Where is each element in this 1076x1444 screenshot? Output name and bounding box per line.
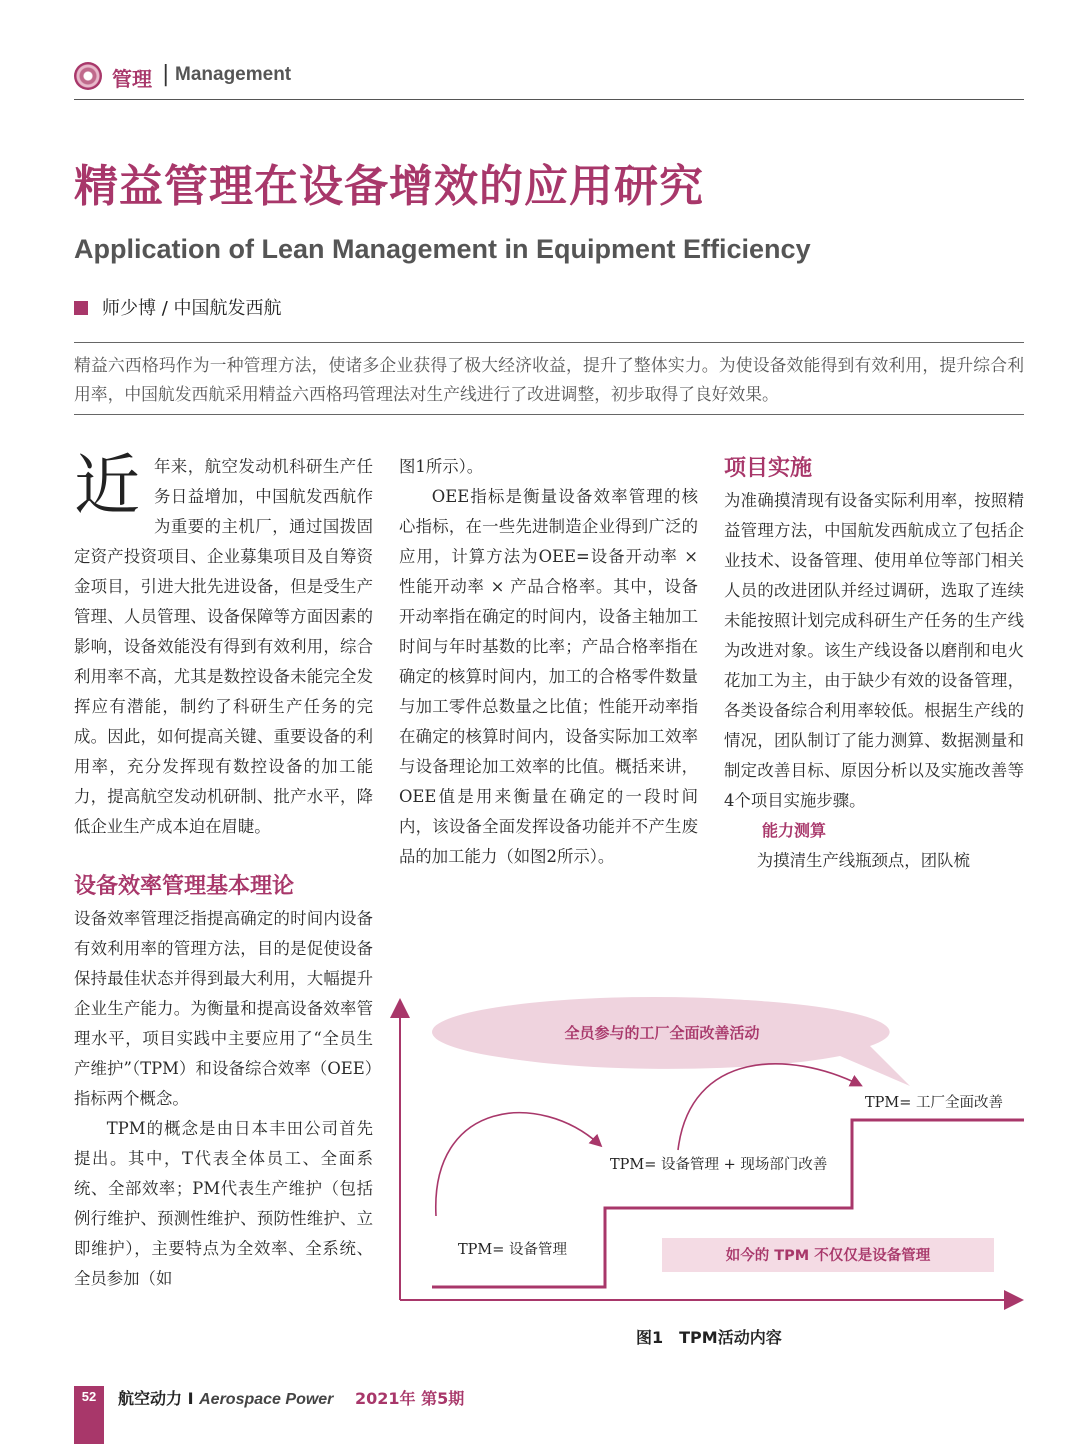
step2-label: TPM= 设备管理 + 现场部门改善 [610, 1157, 828, 1173]
bubble-text: 全员参与的工厂全面改善活动 [564, 1024, 760, 1042]
footer-journal [118, 1386, 464, 1409]
column-1 [74, 447, 373, 1294]
section-label-en: Management [175, 64, 292, 85]
section-heading-implementation: 项目实施 [724, 456, 813, 481]
page-header [74, 60, 1024, 100]
author-name: 师少博 / 中国航发西航 [102, 298, 282, 319]
step3-label: TPM= 工厂全面改善 [865, 1095, 1004, 1111]
journal-name-cn: 航空动力 [118, 1389, 183, 1408]
drop-cap: 近 [74, 447, 140, 524]
theory-paragraph-2: TPM的概念是由日本丰田公司首先提出。其中，T代表全体员工、全面系统、全部效率；PM代表生产维护（包括例行维护、预测性维护、预防性维护、立即维护），主要特点为全效率、全系统、全员参加（如 [74, 1119, 373, 1288]
section-separator: | [162, 62, 170, 87]
page-number: 52 [81, 1389, 97, 1404]
figure-tpm-diagram [390, 990, 1030, 1310]
author-line [74, 294, 282, 320]
journal-name-en: Aerospace Power [199, 1391, 334, 1408]
subheading-capacity: 能力测算 [762, 821, 827, 840]
column-2 [399, 452, 698, 872]
article-title-en: Application of Lean Management in Equipment Efficiency [74, 234, 811, 264]
curve-arrow-2 [678, 1064, 860, 1150]
journal-logo-icon [74, 62, 102, 90]
col2-paragraph-1: 图1所示）。 [399, 457, 484, 476]
abstract: 精益六西格玛作为一种管理方法，使诸多企业获得了极大经济收益，提升了整体实力。为使设备效能得到有效利用，提升综合利用率，中国航发西航采用精益六西格玛管理法对生产线进行了改进调整，初步取得了良好效果。 [74, 342, 1024, 415]
section-label-cn: 管理 [112, 67, 152, 91]
section-heading-theory: 设备效率管理基本理论 [74, 874, 295, 899]
step1-label: TPM= 设备管理 [458, 1242, 568, 1258]
curve-arrow-1 [436, 1113, 600, 1216]
figure-caption: 图1 TPM活动内容 [636, 1328, 782, 1347]
capacity-paragraph: 为摸清生产线瓶颈点，团队梳 [756, 851, 970, 870]
article-title-cn: 精益管理在设备增效的应用研究 [74, 161, 704, 212]
col2-paragraph-2: OEE指标是衡量设备效率管理的核心指标，在一些先进制造企业得到广泛的应用，计算方法为OEE=设备开动率 × 性能开动率 × 产品合格率。其中，设备开动率指在确定的时间内，设备主轴加工时间与年时基数的比率；产品合格率指在确定的核算时间内，加工的合格零件数量与加工零件总数量之比值；性能开动率指在确定的核算时间内，设备实际加工效率与设备理论加工效率的比值。概括来讲，OEE值是用来衡量在确定的一段时间内，该设备全面发挥设备功能并不产生废品的加工能力（如图2所示）。 [399, 487, 698, 866]
author-square-icon [74, 301, 88, 315]
journal-issue: 2021年 第5期 [354, 1389, 465, 1408]
note-text: 如今的 TPM 不仅仅是设备管理 [725, 1248, 931, 1264]
journal-separator: I [187, 1389, 194, 1408]
implementation-paragraph: 为准确摸清现有设备实际利用率，按照精益管理方法，中国航发西航成立了包括企业技术、设备管理、使用单位等部门相关人员的改进团队并经过调研，选取了连续未能按照计划完成科研生产任务的生产线为改进对象。该生产线设备以磨削和电火花加工为主，由于缺少有效的设备管理，各类设备综合利用率较低。根据生产线的情况，团队制订了能力测算、数据测量和制定改善目标、原因分析以及实施改善等4个项目实施步骤。 [724, 491, 1024, 810]
theory-paragraph-1: 设备效率管理泛指提高确定的时间内设备有效利用率的管理方法，目的是促使设备保持最佳状态并得到最大利用，大幅提升企业生产能力。为衡量和提高设备效率管理水平，项目实践中主要应用了“全员生产维护”（TPM）和设备综合效率（OEE）指标两个概念。 [74, 909, 373, 1108]
column-3 [724, 452, 1024, 876]
intro-paragraph: 近年来，航空发动机科研生产任务日益增加，中国航发西航作为重要的主机厂，通过国拨固定资产投资项目、企业募集项目及自筹资金项目，引进大批先进设备，但是受生产管理、人员管理、设备保障等方面因素的影响，设备效能没有得到有效利用，综合利用率不高，尤其是数控设备未能完全发挥应有潜能，制约了科研生产任务的完成。因此，如何提高关键、重要设备的利用率，充分发挥现有数控设备的加工能力，提高航空发动机研制、批产水平，降低企业生产成本迫在眉睫。 [74, 447, 373, 836]
